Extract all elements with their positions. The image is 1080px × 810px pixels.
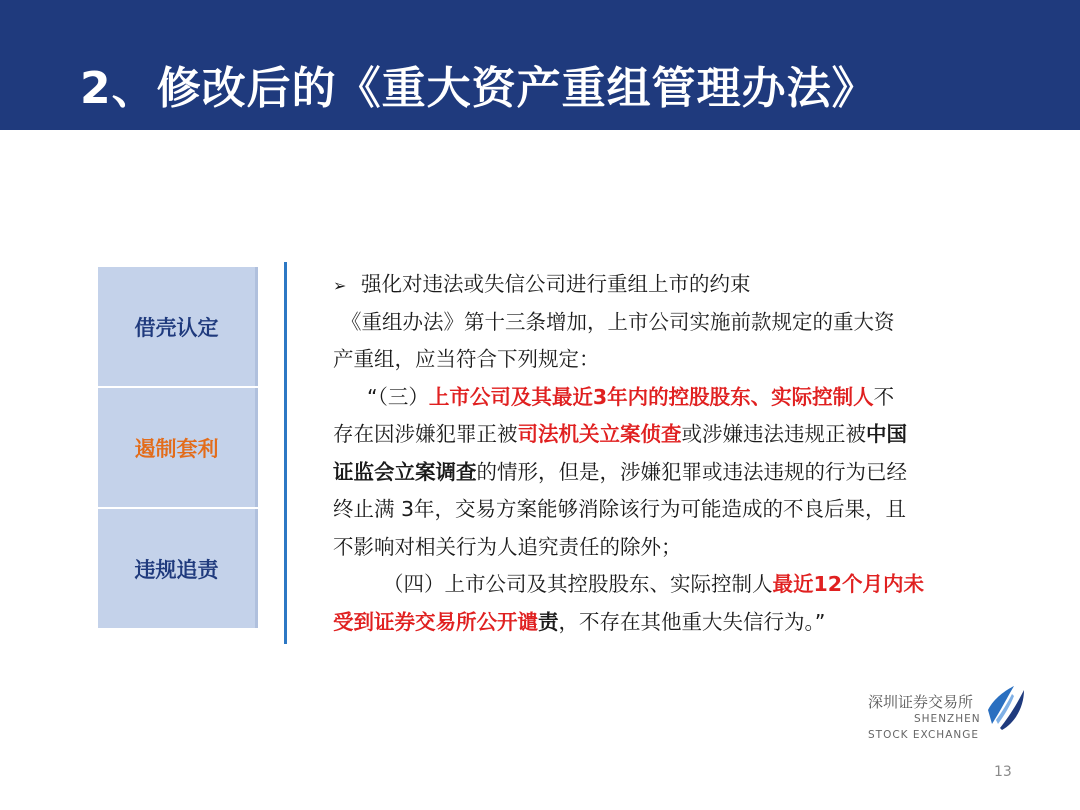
section-heading: 强化对违法或失信公司进行重组上市的约束 xyxy=(361,272,751,296)
logo-en-text-1: SHENZHEN xyxy=(914,713,981,725)
paragraph-line xyxy=(333,566,1013,604)
szse-logo xyxy=(868,684,1028,756)
paragraph-line xyxy=(333,304,1013,342)
paragraph-line xyxy=(333,416,1013,454)
logo-cn-text: 深圳证券交易所 xyxy=(868,693,974,711)
content-body xyxy=(333,266,1013,641)
nav-item-violation-accountability: 违规追责 xyxy=(98,509,258,628)
paragraph-line xyxy=(333,604,1013,642)
text-span: 的情形，但是，涉嫌犯罪或违法违规的行为已经 xyxy=(476,459,907,484)
bold-text: 证监会立案调查 xyxy=(333,459,477,484)
text-span: 不影响对相关行为人追究责任的除外； xyxy=(333,534,682,559)
text-span: 或涉嫌违法违规正被 xyxy=(681,422,866,446)
paragraph-line xyxy=(333,529,1013,567)
text-span: 产重组，应当符合下列规定： xyxy=(333,347,600,371)
highlight-text: 上市公司及其最近3年内的控股股东、实际控制人 xyxy=(428,384,874,409)
text-span: （四）上市公司及其控股股东、实际控制人 xyxy=(383,572,773,596)
text-span: 终止满 3年，交易方案能够消除该行为可能造成的不良后果，且 xyxy=(333,497,907,521)
vertical-divider xyxy=(284,262,287,644)
paragraph-line xyxy=(333,341,1013,379)
arrow-bullet-icon: ➢ xyxy=(333,276,347,295)
heading-line xyxy=(333,266,1013,304)
bold-text: 责 xyxy=(538,609,559,634)
side-nav xyxy=(98,267,258,630)
bold-text: 中国 xyxy=(866,422,907,446)
page-title: 2、修改后的《重大资产重组管理办法》 xyxy=(80,63,877,114)
text-span: 不 xyxy=(873,384,895,409)
page-number: 13 xyxy=(994,764,1012,780)
text-span: 存在因涉嫌犯罪正被 xyxy=(333,422,518,446)
text-span: 《重组办法》第十三条增加，上市公司实施前款规定的重大资 xyxy=(341,309,895,334)
highlight-text: 受到证券交易所公开谴 xyxy=(333,609,538,634)
text-span: “（三） xyxy=(367,384,429,409)
text-span: ，不存在其他重大失信行为。” xyxy=(558,609,826,634)
paragraph-line xyxy=(333,491,1013,529)
highlight-text: 司法机关立案侦查 xyxy=(517,422,682,446)
logo-en-text-2: STOCK EXCHANGE xyxy=(868,729,979,741)
highlight-text: 最近12个月内未 xyxy=(772,572,925,596)
paragraph-line xyxy=(333,454,1013,492)
nav-item-backdoor-listing: 借壳认定 xyxy=(98,267,258,386)
nav-item-curb-arbitrage: 遏制套利 xyxy=(98,388,258,507)
szse-logo-icon xyxy=(984,684,1026,732)
paragraph-line xyxy=(333,379,1013,417)
title-bar xyxy=(0,0,1080,130)
